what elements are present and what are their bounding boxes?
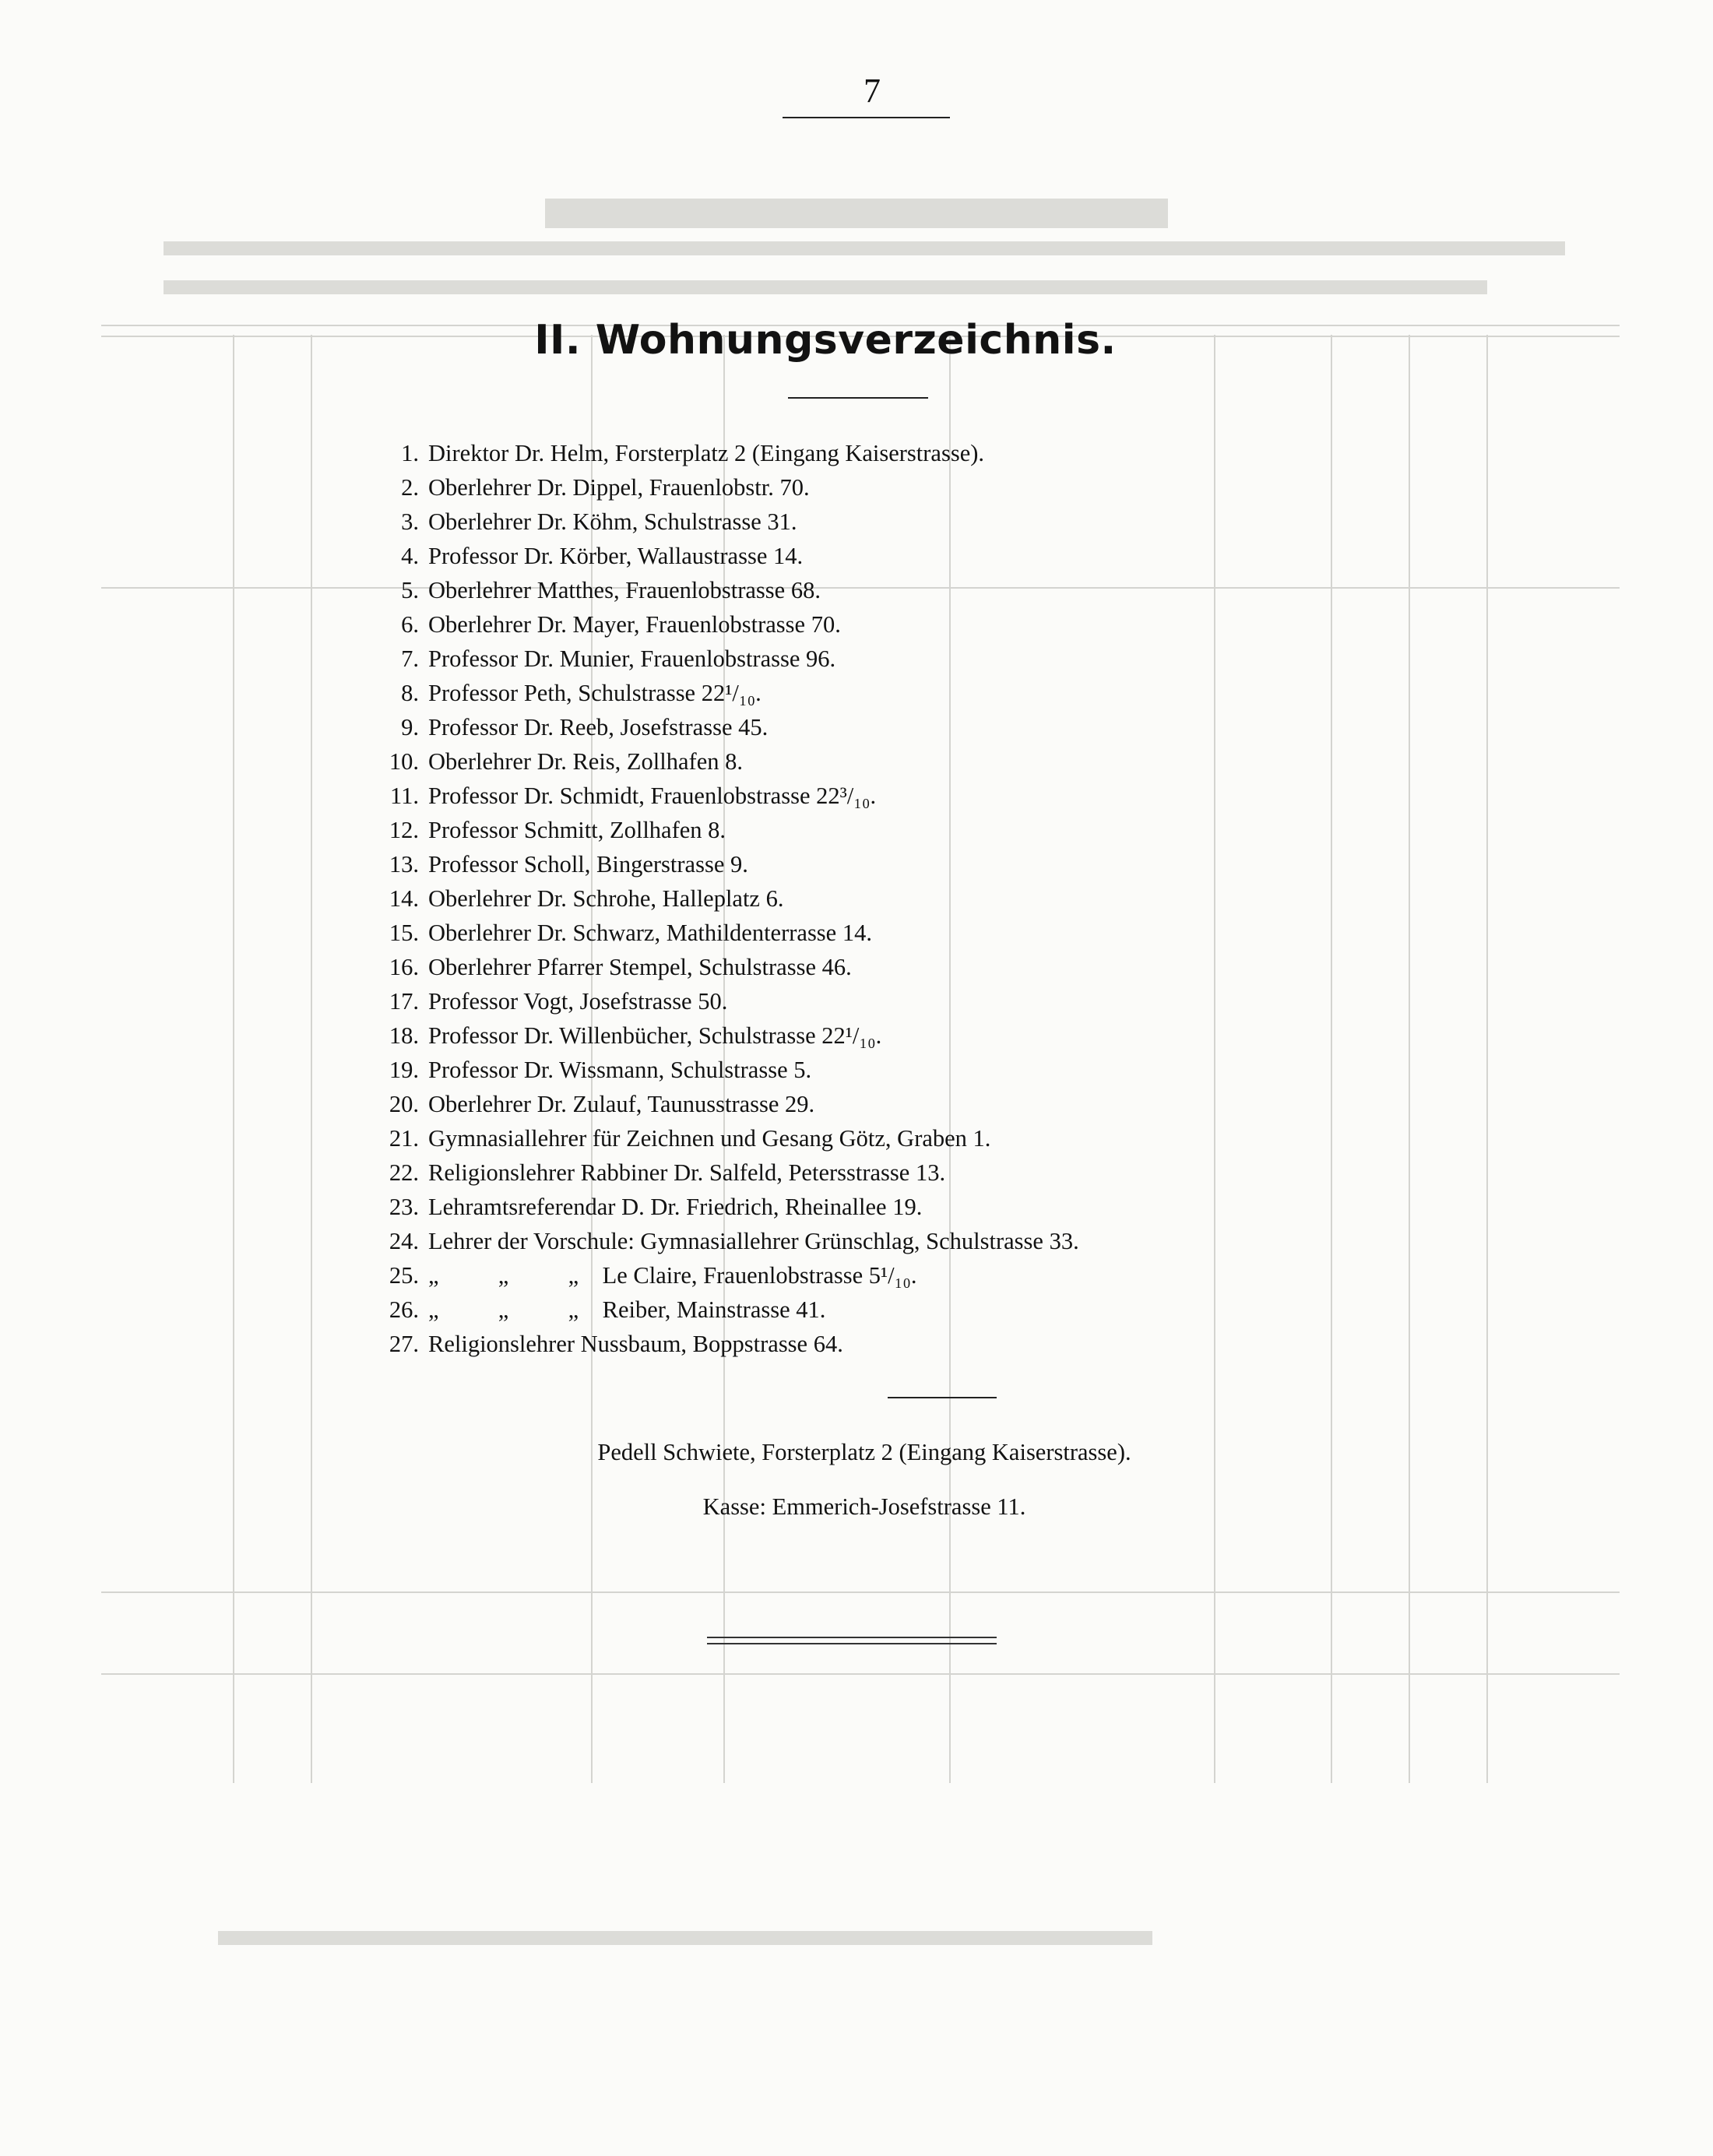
entry-text: Professor Dr. Munier, Frauenlobstrasse 96.: [428, 645, 836, 672]
end-rule: [707, 1637, 997, 1638]
entry-number: 5.: [401, 577, 419, 603]
entry-text: Professor Dr. Schmidt, Frauenlobstrasse 22³/₁₀.: [428, 783, 877, 809]
entry-text: „ „ „ Le Claire, Frauenlobstrasse 5¹/₁₀.: [428, 1262, 917, 1289]
list-item: [366, 676, 1378, 710]
entry-text: Professor Dr. Willenbücher, Schulstrasse 22¹/₁₀.: [428, 1022, 882, 1049]
entry-number: 26.: [389, 1296, 419, 1323]
list-item: [366, 984, 1378, 1018]
entry-text: Oberlehrer Dr. Schrohe, Halleplatz 6.: [428, 885, 784, 912]
entry-text: „ „ „ Reiber, Mainstrasse 41.: [428, 1296, 826, 1323]
entry-number: 2.: [401, 474, 419, 501]
entry-number: 10.: [389, 748, 419, 775]
entry-text: Oberlehrer Dr. Schwarz, Mathildenterrasse 14.: [428, 920, 872, 946]
page-title: II. Wohnungsverzeichnis.: [534, 317, 1117, 364]
list-item: [366, 1258, 1378, 1293]
page-number: 7: [864, 72, 881, 110]
entry-text: Professor Peth, Schulstrasse 22¹/₁₀.: [428, 680, 762, 706]
list-item: [366, 539, 1378, 573]
entry-number: 12.: [389, 817, 419, 843]
list-item: [366, 744, 1378, 779]
list-item: [366, 1327, 1378, 1361]
entry-number: 3.: [401, 508, 419, 535]
list-item: [366, 1190, 1378, 1224]
entry-text: Professor Dr. Reeb, Josefstrasse 45.: [428, 714, 769, 740]
list-item: [366, 1018, 1378, 1053]
section-divider: [888, 1397, 997, 1398]
list-item: [366, 710, 1378, 744]
entry-text: Lehramtsreferendar D. Dr. Friedrich, Rheinallee 19.: [428, 1194, 923, 1220]
entry-number: 8.: [401, 680, 419, 706]
address-list: [366, 436, 1378, 1361]
entry-text: Gymnasiallehrer für Zeichnen und Gesang Götz, Graben 1.: [428, 1125, 991, 1152]
entry-text: Professor Scholl, Bingerstrasse 9.: [428, 851, 748, 878]
entry-number: 27.: [389, 1331, 419, 1357]
list-item: [366, 1087, 1378, 1121]
entry-number: 25.: [389, 1262, 419, 1289]
entry-text: Oberlehrer Dr. Zulauf, Taunusstrasse 29.: [428, 1091, 815, 1117]
list-item: [366, 779, 1378, 813]
entry-text: Oberlehrer Dr. Dippel, Frauenlobstr. 70.: [428, 474, 810, 501]
list-item: [366, 847, 1378, 881]
entry-text: Professor Dr. Körber, Wallaustrasse 14.: [428, 543, 804, 569]
entry-text: Professor Vogt, Josefstrasse 50.: [428, 988, 728, 1015]
entry-text: Oberlehrer Dr. Köhm, Schulstrasse 31.: [428, 508, 797, 535]
entry-text: Professor Dr. Wissmann, Schulstrasse 5.: [428, 1057, 812, 1083]
entry-number: 20.: [389, 1091, 419, 1117]
list-item: [366, 881, 1378, 916]
list-item: [366, 607, 1378, 642]
entry-text: Direktor Dr. Helm, Forsterplatz 2 (Eingang Kaiserstrasse).: [428, 440, 985, 466]
list-item: [366, 436, 1378, 470]
entry-number: 17.: [389, 988, 419, 1015]
list-item: [366, 470, 1378, 505]
list-item: [366, 573, 1378, 607]
entry-number: 19.: [389, 1057, 419, 1083]
entry-number: 16.: [389, 954, 419, 980]
entry-text: Lehrer der Vorschule: Gymnasiallehrer Grünschlag, Schulstrasse 33.: [428, 1228, 1079, 1254]
entry-number: 15.: [389, 920, 419, 946]
entry-number: 22.: [389, 1159, 419, 1186]
entry-text: Oberlehrer Dr. Mayer, Frauenlobstrasse 70.: [428, 611, 841, 638]
list-item: [366, 916, 1378, 950]
entry-text: Religionslehrer Nussbaum, Boppstrasse 64.: [428, 1331, 843, 1357]
list-item: [366, 1293, 1378, 1327]
list-item: [366, 1121, 1378, 1155]
list-item: [366, 813, 1378, 847]
entry-text: Oberlehrer Pfarrer Stempel, Schulstrasse 46.: [428, 954, 852, 980]
list-item: [366, 950, 1378, 984]
kasse-line: Kasse: Emmerich-Josefstrasse 11.: [702, 1493, 1026, 1520]
list-item: [366, 642, 1378, 676]
entry-number: 14.: [389, 885, 419, 912]
entry-number: 7.: [401, 645, 419, 672]
entry-number: 11.: [390, 783, 419, 809]
list-item: [366, 1155, 1378, 1190]
entry-number: 6.: [401, 611, 419, 638]
entry-number: 24.: [389, 1228, 419, 1254]
entry-number: 4.: [401, 543, 419, 569]
entry-text: Religionslehrer Rabbiner Dr. Salfeld, Petersstrasse 13.: [428, 1159, 946, 1186]
entry-number: 9.: [401, 714, 419, 740]
entry-number: 23.: [389, 1194, 419, 1220]
entry-number: 13.: [389, 851, 419, 878]
title-divider: [788, 397, 928, 399]
pedell-line: Pedell Schwiete, Forsterplatz 2 (Eingang Kaiserstrasse).: [597, 1439, 1131, 1465]
page-number-rule: [783, 117, 950, 118]
list-item: [366, 1224, 1378, 1258]
entry-number: 1.: [401, 440, 419, 466]
end-rule-double: [707, 1643, 997, 1644]
entry-number: 18.: [389, 1022, 419, 1049]
entry-text: Professor Schmitt, Zollhafen 8.: [428, 817, 726, 843]
entry-text: Oberlehrer Dr. Reis, Zollhafen 8.: [428, 748, 743, 775]
entry-text: Oberlehrer Matthes, Frauenlobstrasse 68.: [428, 577, 821, 603]
list-item: [366, 505, 1378, 539]
entry-number: 21.: [389, 1125, 419, 1152]
list-item: [366, 1053, 1378, 1087]
